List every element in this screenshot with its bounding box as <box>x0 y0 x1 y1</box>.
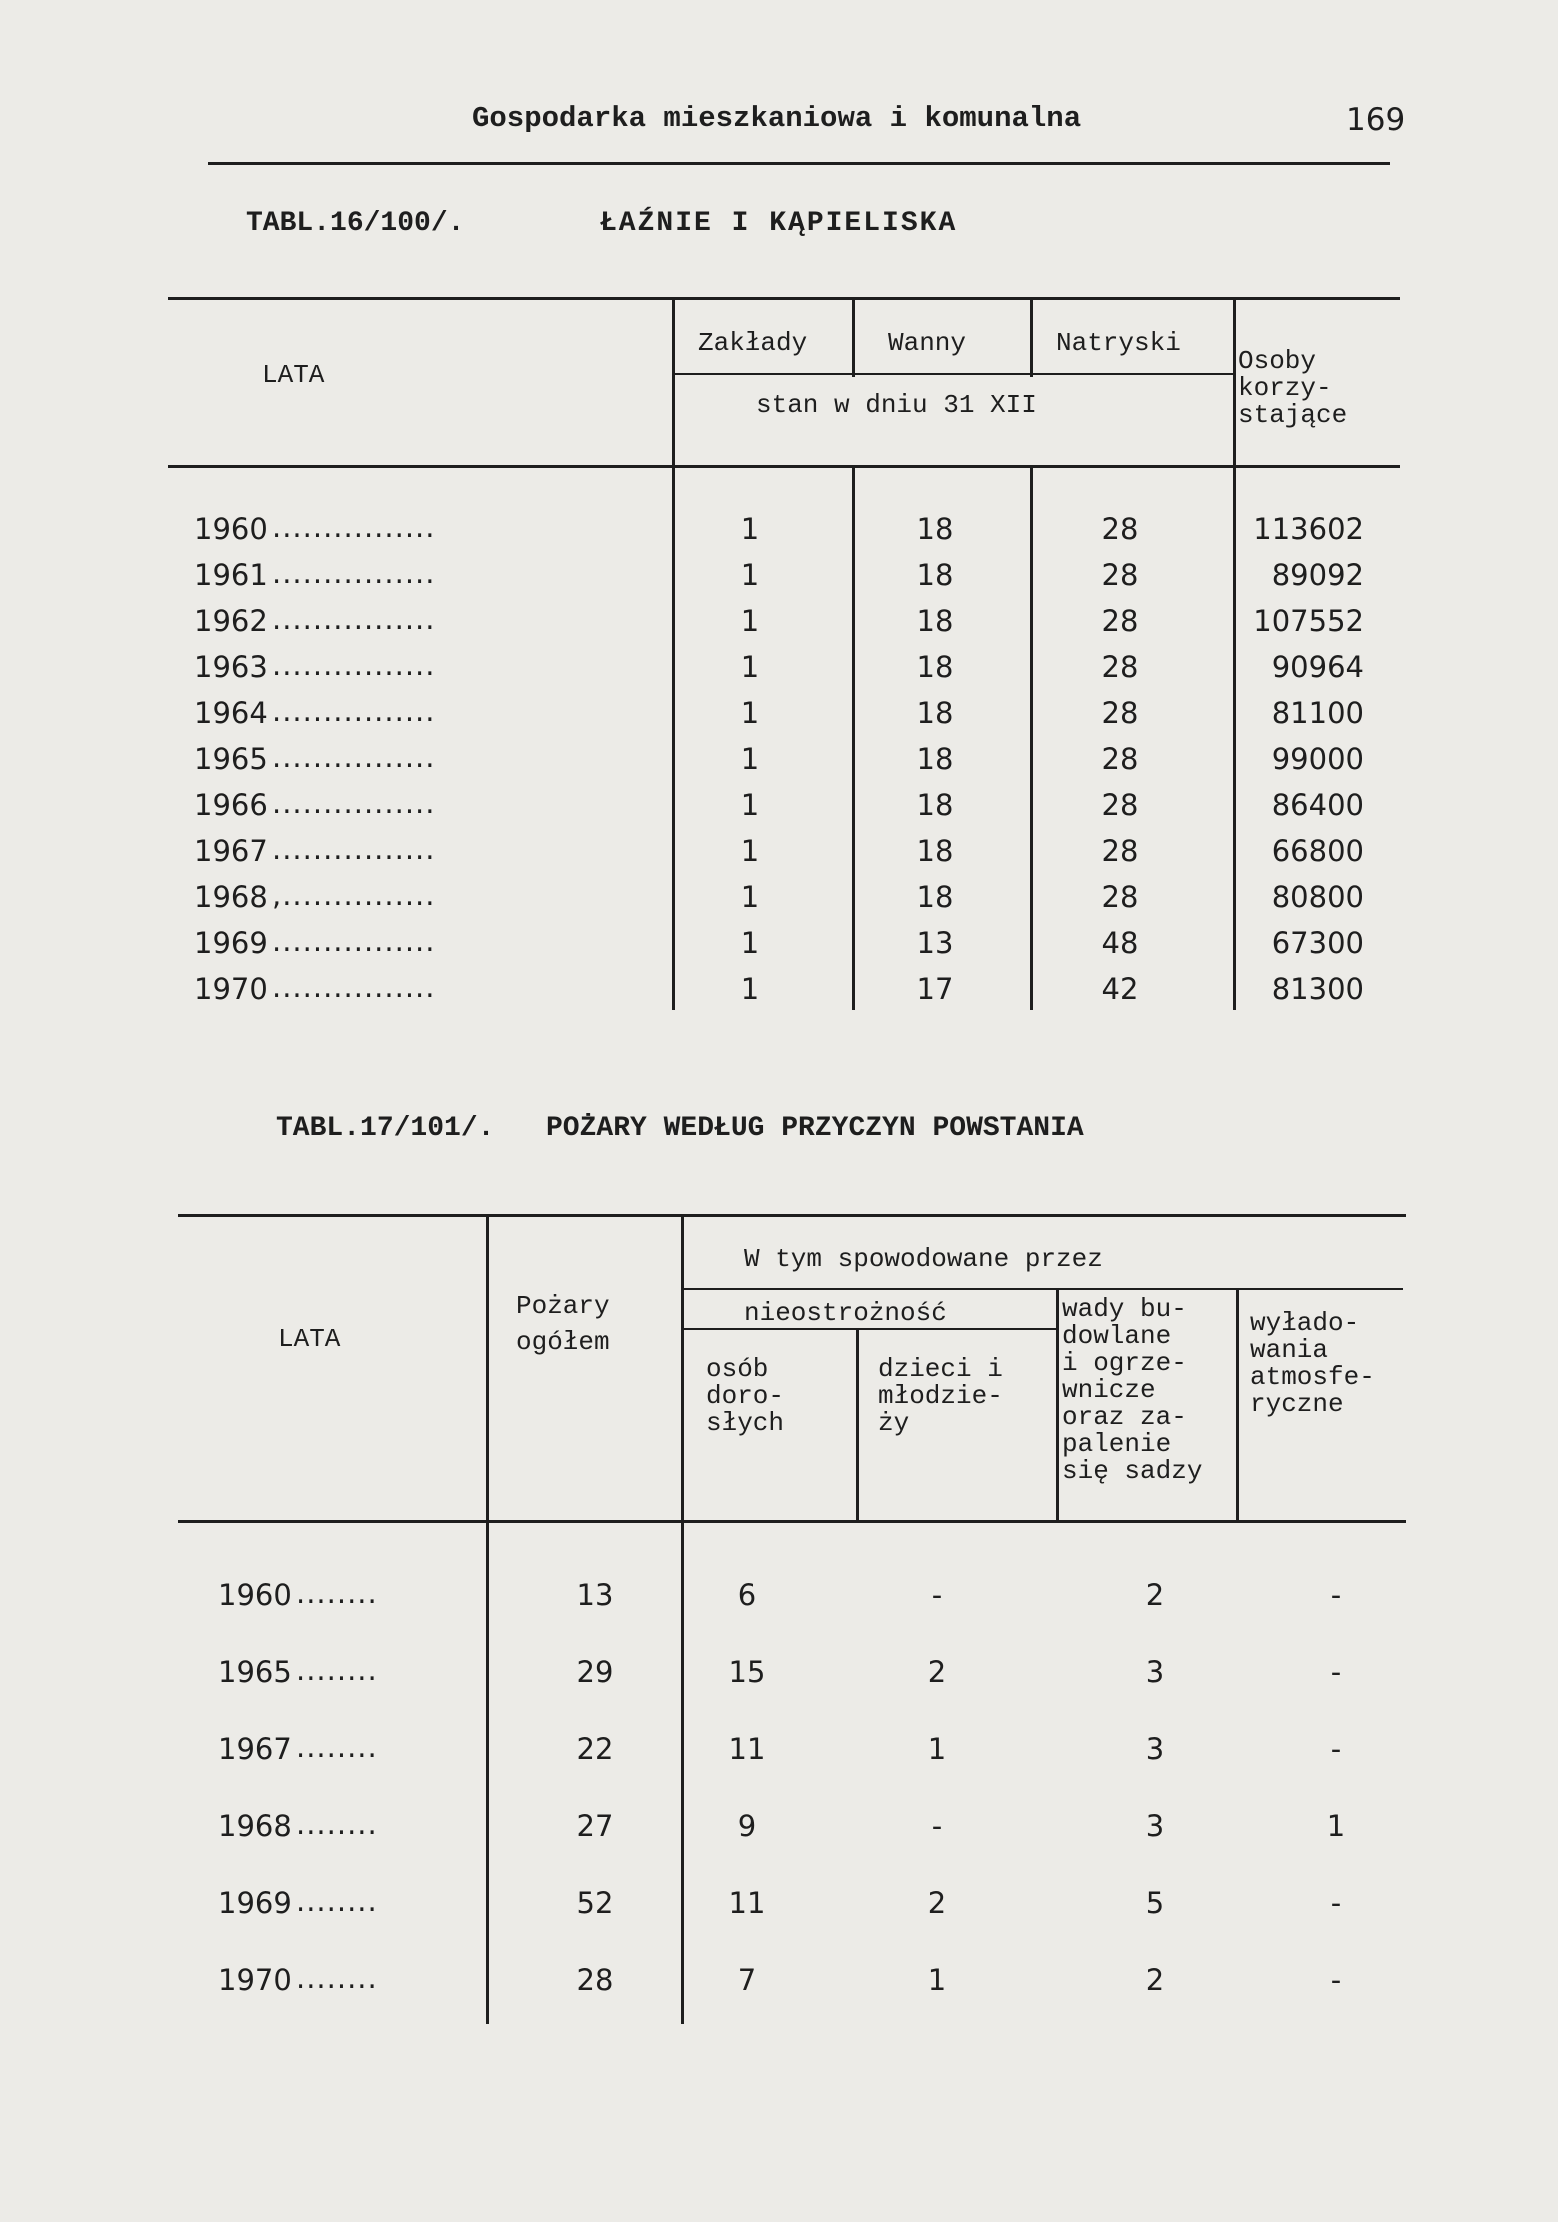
table2-row-dots: ........ <box>296 1730 378 1764</box>
table2-row-dots: ........ <box>296 1807 378 1841</box>
table1-cell-natryski: 28 <box>1101 650 1139 684</box>
table1-cell-wanny: 17 <box>916 972 954 1006</box>
table1-cell-osoby: 99000 <box>1271 742 1364 776</box>
table2-col-wyladowania: wyłado- wania atmosfe- ryczne <box>1250 1308 1375 1419</box>
table1-row-year: 1964 <box>194 696 268 730</box>
table1-row-year: 1960 <box>194 512 268 546</box>
table2-row-year: 1968 <box>218 1809 292 1843</box>
table1-cell-natryski: 28 <box>1101 696 1139 730</box>
table1-cell-osoby: 67300 <box>1271 926 1364 960</box>
table1-cell-wanny: 18 <box>916 696 954 730</box>
table2-col-wtym: W tym spowodowane przez <box>744 1244 1103 1274</box>
table1-col-natryski: Natryski <box>1056 328 1181 358</box>
table1-cell-osoby: 107552 <box>1253 604 1364 638</box>
table2-col-osob: osób doro- słych <box>706 1354 785 1438</box>
table2-row-year: 1970 <box>218 1963 292 1997</box>
header-rule <box>208 162 1390 165</box>
table1-cell-natryski: 28 <box>1101 742 1139 776</box>
table1-row-dots: ................ <box>272 602 436 636</box>
table1-cell-osoby: 86400 <box>1271 788 1364 822</box>
table1-cell-wanny: 18 <box>916 742 954 776</box>
table1-cell-zaklady: 1 <box>740 742 760 776</box>
table1-row-dots: ,............... <box>272 878 436 912</box>
running-title: Gospodarka mieszkaniowa i komunalna <box>472 102 1082 135</box>
table1-cell-wanny: 18 <box>916 834 954 868</box>
table2-cell-dzieci: 2 <box>927 1655 947 1689</box>
table1-row-year: 1962 <box>194 604 268 638</box>
page-number: 169 <box>1346 102 1406 138</box>
table1-cell-osoby: 66800 <box>1271 834 1364 868</box>
table1-row-dots: ................ <box>272 648 436 682</box>
table2-cell-wyladowania: - <box>1330 1732 1342 1766</box>
table2-row-dots: ........ <box>296 1576 378 1610</box>
table1-cell-zaklady: 1 <box>740 696 760 730</box>
table1-cell-natryski: 28 <box>1101 512 1139 546</box>
table2-cell-wyladowania: - <box>1330 1963 1342 1997</box>
table2-cell-ogolem: 29 <box>576 1655 614 1689</box>
table2-cell-ogolem: 27 <box>576 1809 614 1843</box>
table1-cell-osoby: 81100 <box>1271 696 1364 730</box>
table2-col-pozary: Pożary ogółem <box>516 1291 610 1357</box>
table1-row-dots: ................ <box>272 832 436 866</box>
table2-cell-dzieci: - <box>931 1578 943 1612</box>
table1-col-lata: LATA <box>262 360 325 390</box>
table1-cell-natryski: 28 <box>1101 558 1139 592</box>
table1-row-year: 1970 <box>194 972 268 1006</box>
table2-col-lata: LATA <box>278 1324 341 1354</box>
table2-cell-dzieci: 2 <box>927 1886 947 1920</box>
table1-row-year: 1966 <box>194 788 268 822</box>
table2-cell-wady: 3 <box>1145 1655 1165 1689</box>
table2-cell-wady: 3 <box>1145 1809 1165 1843</box>
table1-cell-osoby: 89092 <box>1271 558 1364 592</box>
table1-cell-natryski: 28 <box>1101 788 1139 822</box>
table1-row-dots: ................ <box>272 510 436 544</box>
table2-cell-wyladowania: 1 <box>1326 1809 1346 1843</box>
table1-cell-wanny: 18 <box>916 880 954 914</box>
table2-row-year: 1967 <box>218 1732 292 1766</box>
table1-cell-zaklady: 1 <box>740 972 760 1006</box>
table1-cell-wanny: 18 <box>916 558 954 592</box>
table2-cell-wady: 2 <box>1145 1963 1165 1997</box>
table1-cell-zaklady: 1 <box>740 834 760 868</box>
table1-row-dots: ................ <box>272 924 436 958</box>
table2-cell-doroslych: 11 <box>728 1732 766 1766</box>
table1-col-osoby: Osoby korzy- stające <box>1238 346 1348 430</box>
table1-title: ŁAŹNIE I KĄPIELISKA <box>600 208 958 239</box>
table1-cell-natryski: 28 <box>1101 834 1139 868</box>
table2-cell-ogolem: 22 <box>576 1732 614 1766</box>
table1-cell-zaklady: 1 <box>740 558 760 592</box>
table1-row-dots: ................ <box>272 786 436 820</box>
table1-row-year: 1968 <box>194 880 268 914</box>
table2-row-dots: ........ <box>296 1653 378 1687</box>
table1-cell-zaklady: 1 <box>740 650 760 684</box>
table2-cell-doroslych: 9 <box>737 1809 757 1843</box>
table2-cell-ogolem: 52 <box>576 1886 614 1920</box>
table2-cell-doroslych: 15 <box>728 1655 766 1689</box>
table1-cell-natryski: 48 <box>1101 926 1139 960</box>
table1-row-year: 1967 <box>194 834 268 868</box>
table1-cell-zaklady: 1 <box>740 880 760 914</box>
table1-cell-zaklady: 1 <box>740 788 760 822</box>
table1-col-zaklady: Zakłady <box>698 328 808 358</box>
table1-row-year: 1963 <box>194 650 268 684</box>
table2-col-wady: wady bu- dowlane i ogrze- wnicze oraz za- palenie się sadzy <box>1062 1294 1203 1486</box>
table2-row-year: 1965 <box>218 1655 292 1689</box>
table1-row-dots: ................ <box>272 556 436 590</box>
table2-cell-dzieci: 1 <box>927 1732 947 1766</box>
table1-cell-zaklady: 1 <box>740 604 760 638</box>
table1-cell-natryski: 28 <box>1101 604 1139 638</box>
table2-cell-ogolem: 13 <box>576 1578 614 1612</box>
table1-row-dots: ................ <box>272 740 436 774</box>
table2-row-year: 1960 <box>218 1578 292 1612</box>
table1-row-year: 1969 <box>194 926 268 960</box>
table2-cell-wady: 3 <box>1145 1732 1165 1766</box>
table2-cell-doroslych: 7 <box>737 1963 757 1997</box>
table2-cell-doroslych: 6 <box>737 1578 757 1612</box>
table2-cell-wady: 5 <box>1145 1886 1165 1920</box>
table1-row-dots: ................ <box>272 970 436 1004</box>
table2-row-dots: ........ <box>296 1961 378 1995</box>
table2-cell-dzieci: 1 <box>927 1963 947 1997</box>
table1-col-stan: stan w dniu 31 XII <box>756 390 1037 420</box>
table1-cell-zaklady: 1 <box>740 926 760 960</box>
table1-cell-osoby: 81300 <box>1271 972 1364 1006</box>
table1-cell-wanny: 18 <box>916 650 954 684</box>
table2-cell-wyladowania: - <box>1330 1655 1342 1689</box>
table2-cell-wyladowania: - <box>1330 1886 1342 1920</box>
table1-cell-wanny: 18 <box>916 788 954 822</box>
table2-col-nieostroznosc: nieostrożność <box>744 1298 947 1328</box>
table2-cell-wady: 2 <box>1145 1578 1165 1612</box>
table2-row-year: 1969 <box>218 1886 292 1920</box>
table1-cell-osoby: 113602 <box>1253 512 1364 546</box>
table1-row-year: 1965 <box>194 742 268 776</box>
table1-cell-natryski: 28 <box>1101 880 1139 914</box>
table1-row-dots: ................ <box>272 694 436 728</box>
table2-row-dots: ........ <box>296 1884 378 1918</box>
table1-row-year: 1961 <box>194 558 268 592</box>
table1-cell-wanny: 18 <box>916 604 954 638</box>
table2-cell-dzieci: - <box>931 1809 943 1843</box>
table1-cell-natryski: 42 <box>1101 972 1139 1006</box>
table1-cell-osoby: 80800 <box>1271 880 1364 914</box>
table1-cell-wanny: 13 <box>916 926 954 960</box>
table2-cell-doroslych: 11 <box>728 1886 766 1920</box>
table2-col-dzieci: dzieci i młodzie- ży <box>878 1354 1003 1438</box>
table2-cell-wyladowania: - <box>1330 1578 1342 1612</box>
table1-cell-zaklady: 1 <box>740 512 760 546</box>
table2-title: POŻARY WEDŁUG PRZYCZYN POWSTANIA <box>546 1113 1084 1144</box>
table1-number: TABL.16/100/. <box>246 208 465 239</box>
table2-number: TABL.17/101/. <box>276 1113 495 1144</box>
table1-cell-osoby: 90964 <box>1271 650 1364 684</box>
table2-cell-ogolem: 28 <box>576 1963 614 1997</box>
table1-col-wanny: Wanny <box>888 328 967 358</box>
table1-cell-wanny: 18 <box>916 512 954 546</box>
